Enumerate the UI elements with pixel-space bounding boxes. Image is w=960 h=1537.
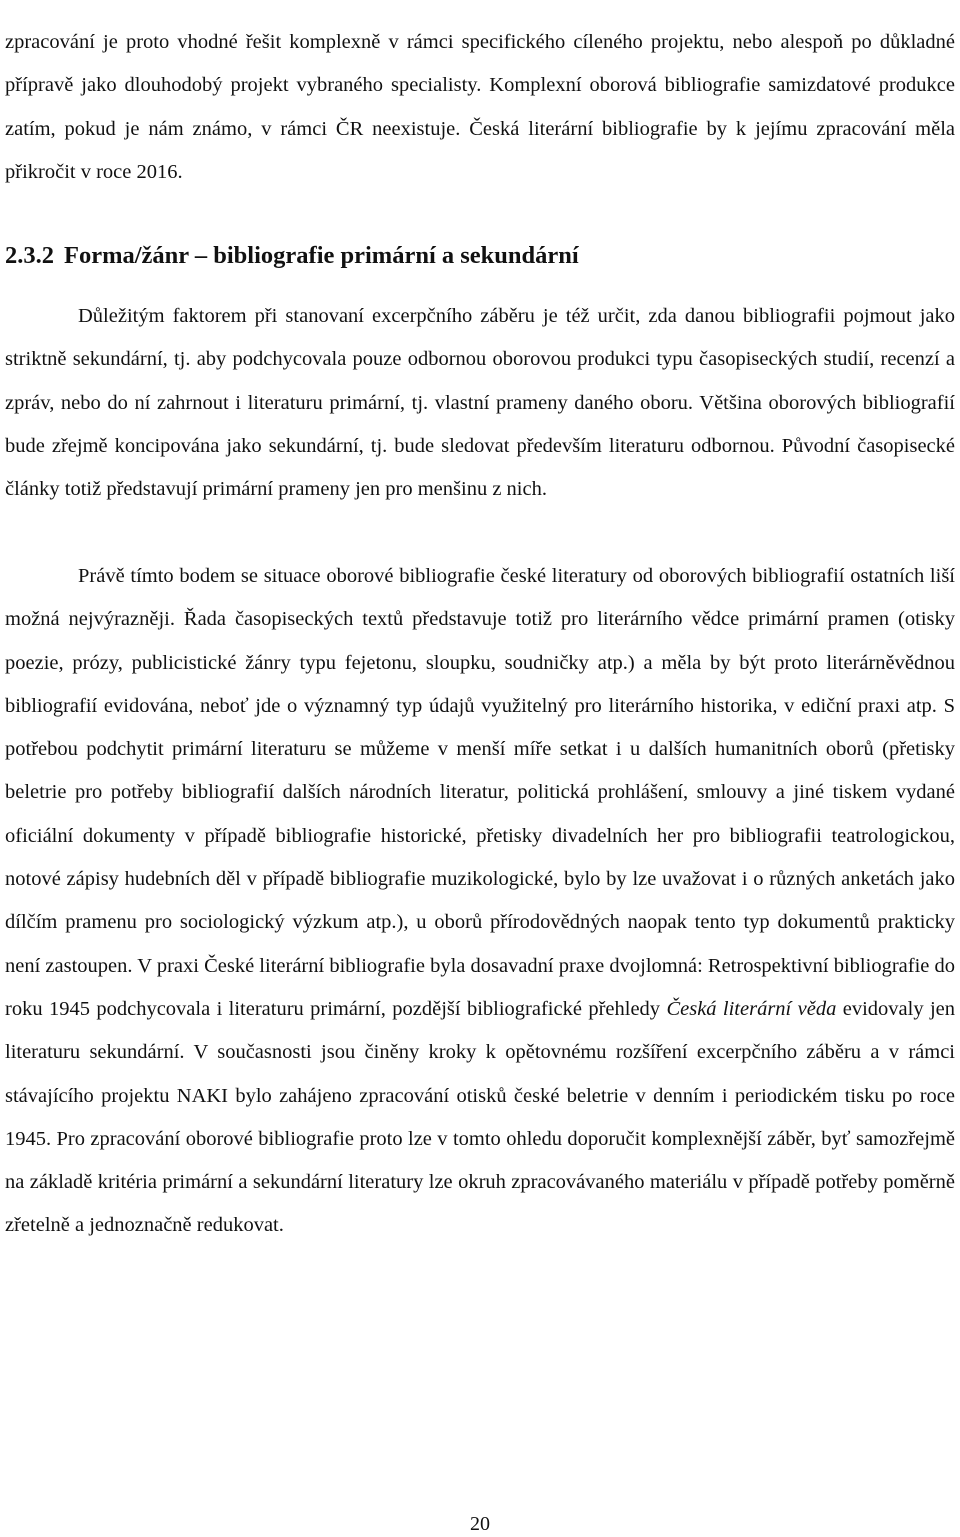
paragraph-2-text-b: evidovaly jen literaturu sekundární. V současnosti jsou činěny kroky k opětovnému rozšíření excerpčního záběru a v rámci stávajícího projektu NAKI bylo zahájeno zpracování otisků české beletrie v denním i periodickém tisku po roce 1945. Pro zpracování oborové bibliografie proto lze v tomto ohledu doporučit komplexnější záběr, byť samozřejmě na základě kritéria primární a sekundární literatury lze okruh zpracovávaného materiálu v případě potřeby poměrně zřetelně a jednoznačně redukovat. bbox=[5, 997, 956, 1237]
paragraph-2 bbox=[5, 555, 955, 1248]
paragraph-2-text-a: Právě tímto bodem se situace oborové bibliografie české literatury od oborových bibliografií ostatních liší možná nejvýrazněji. Řada časopiseckých textů představuje totiž pro literárního vědce primární pramen (otisky poezie, prózy, publicistické žánry typu fejetonu, sloupku, soudničky atp.) a měla by být proto literárněvědnou bibliografií evidována, neboť jde o významný typ údajů využitelný pro literárního historika, v ediční praxi atp. S potřebou podchytit primární literaturu se můžeme v menší míře setkat i u dalších humanitních oborů (přetisky beletrie pro potřeby bibliografií dalších národních literatur, politická prohlášení, smlouvy a jiné tiskem vydané oficiální dokumenty v případě bibliografie historické, přetisky divadelních her pro bibliografii teatrologickou, notové zápisy hudebních děl v případě bibliografie muzikologické, bylo by lze uvažovat i o různých anketách jako dílčím pramenu pro sociologický výzkum atp.), u oborů přírodovědných naopak tento typ dokumentů prakticky není zastoupen. V praxi České literární bibliografie byla dosavadní praxe dvojlomná: Retrospektivní bibliografie do roku 1945 podchycovala i literaturu primární, pozdější bibliografické přehledy bbox=[5, 565, 955, 1020]
section-title: Forma/žánr – bibliografie primární a sekundární bbox=[64, 242, 579, 269]
journal-title-italic: Česká literární věda bbox=[666, 997, 837, 1020]
section-heading bbox=[5, 234, 579, 277]
paragraph-continued: zpracování je proto vhodné řešit komplexně v rámci specifického cíleného projektu, nebo alespoň po důkladné přípravě jako dlouhodobý projekt vybraného specialisty. Komplexní oborová bibliografie samizdatové produkce zatím, pokud je nám známo, v rámci ČR neexistuje. Česká literární bibliografie by k jejímu zpracování měla přikročit v roce 2016. bbox=[5, 31, 955, 183]
page-number: 20 bbox=[470, 1513, 490, 1535]
paragraph-1: Důležitým faktorem při stanovaní excerpčního záběru je též určit, zda danou bibliografii pojmout jako striktně sekundární, tj. aby podchycovala pouze odbornou oborovou produkci typu časopiseckých studií, recenzí a zpráv, nebo do ní zahrnout i literaturu primární, tj. vlastní prameny daného oboru. Většina oborových bibliografií bude zřejmě koncipována jako sekundární, tj. bude sledovat především literaturu odbornou. Původní časopisecké články totiž představují primární prameny jen pro menšinu z nich. bbox=[5, 305, 955, 501]
section-number: 2.3.2 bbox=[5, 242, 54, 269]
